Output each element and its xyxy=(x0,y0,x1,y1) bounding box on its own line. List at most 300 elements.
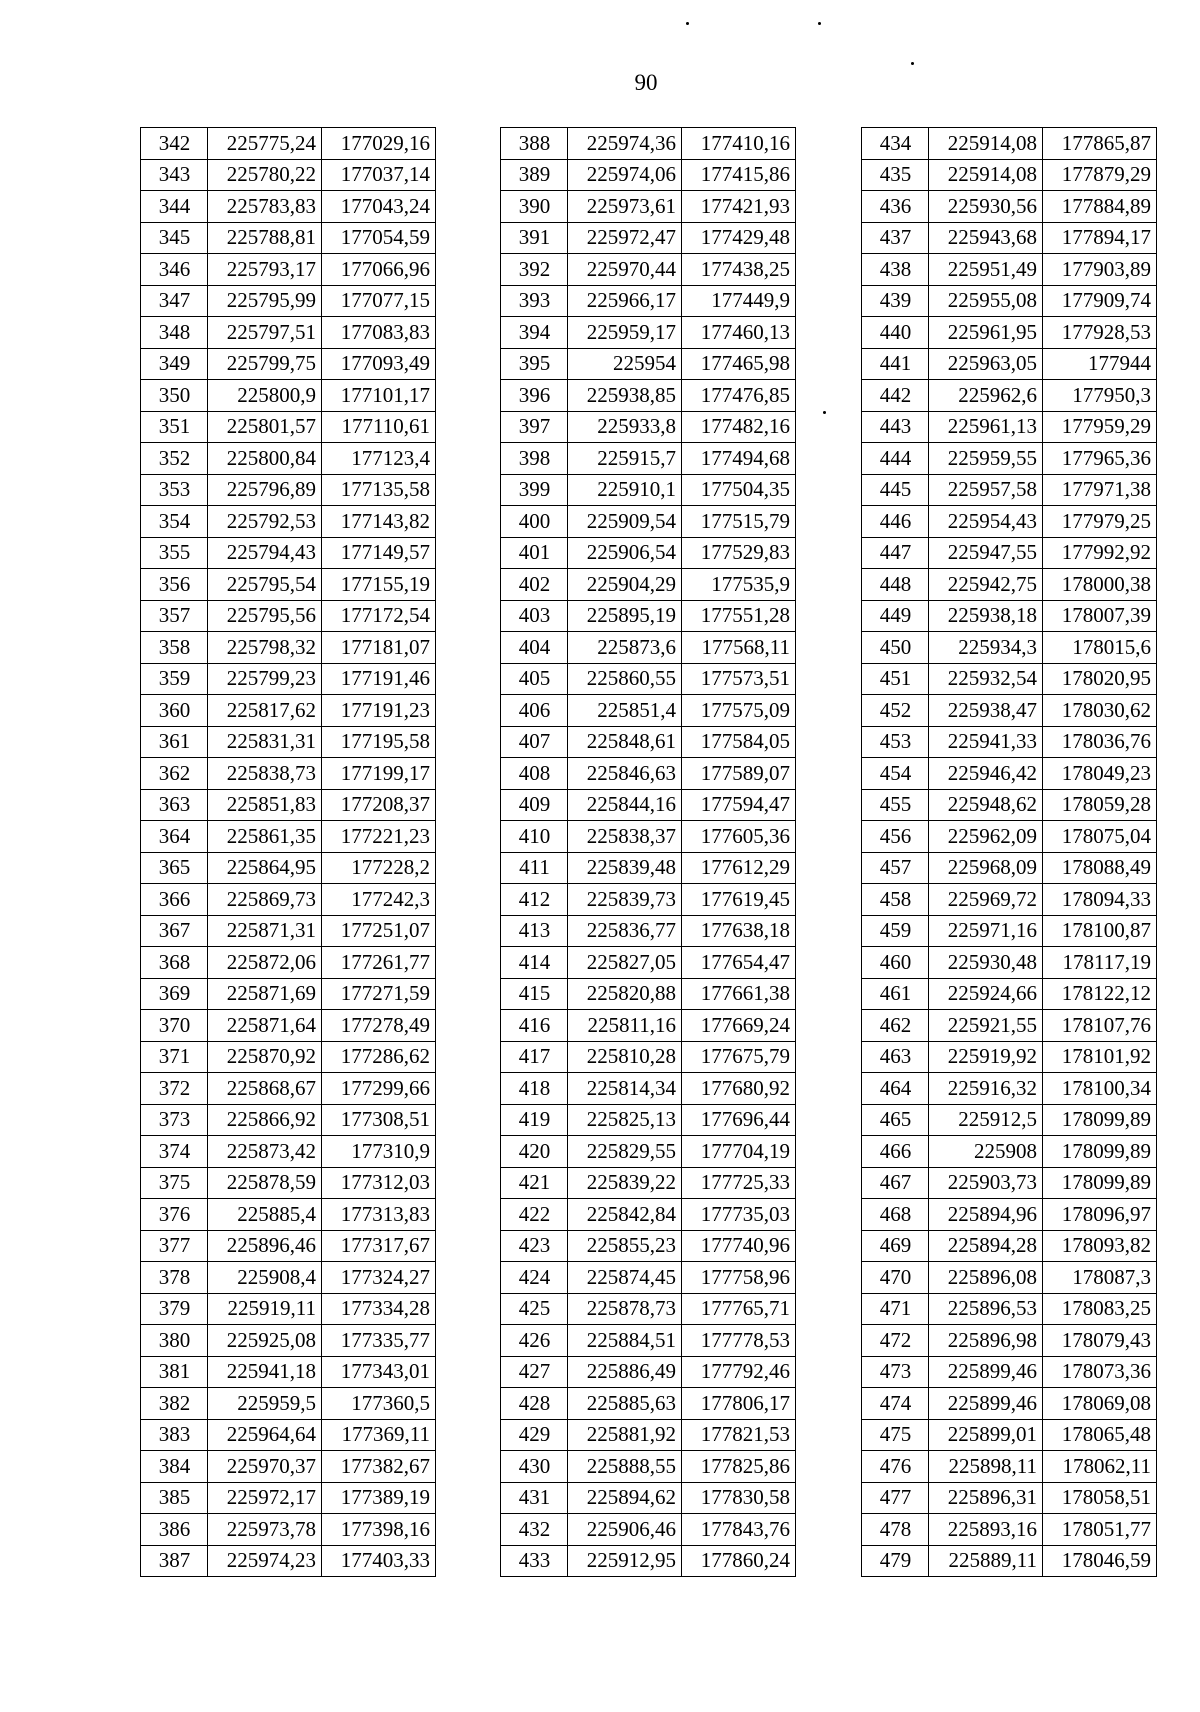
x-coordinate-cell: 225947,55 xyxy=(929,537,1043,569)
y-coordinate-cell: 177740,96 xyxy=(682,1230,796,1262)
x-coordinate-cell: 225851,4 xyxy=(568,695,682,727)
point-number-cell: 363 xyxy=(141,789,208,821)
point-number-cell: 366 xyxy=(141,884,208,916)
y-coordinate-cell: 177825,86 xyxy=(682,1451,796,1483)
table-row xyxy=(862,789,1157,821)
point-number-cell: 453 xyxy=(862,726,929,758)
y-coordinate-cell: 177612,29 xyxy=(682,852,796,884)
x-coordinate-cell: 225959,55 xyxy=(929,443,1043,475)
scan-speck xyxy=(818,22,821,25)
point-number-cell: 459 xyxy=(862,915,929,947)
point-number-cell: 432 xyxy=(501,1514,568,1546)
y-coordinate-cell: 177860,24 xyxy=(682,1545,796,1577)
point-number-cell: 406 xyxy=(501,695,568,727)
y-coordinate-cell: 178059,28 xyxy=(1043,789,1157,821)
point-number-cell: 384 xyxy=(141,1451,208,1483)
x-coordinate-cell: 225780,22 xyxy=(208,159,322,191)
y-coordinate-cell: 177589,07 xyxy=(682,758,796,790)
y-coordinate-cell: 177181,07 xyxy=(322,632,436,664)
y-coordinate-cell: 178093,82 xyxy=(1043,1230,1157,1262)
point-number-cell: 414 xyxy=(501,947,568,979)
y-coordinate-cell: 178083,25 xyxy=(1043,1293,1157,1325)
x-coordinate-cell: 225914,08 xyxy=(929,128,1043,160)
x-coordinate-cell: 225838,37 xyxy=(568,821,682,853)
y-coordinate-cell: 177654,47 xyxy=(682,947,796,979)
x-coordinate-cell: 225839,22 xyxy=(568,1167,682,1199)
table-row xyxy=(862,821,1157,853)
x-coordinate-cell: 225909,54 xyxy=(568,506,682,538)
x-coordinate-cell: 225961,95 xyxy=(929,317,1043,349)
y-coordinate-cell: 177286,62 xyxy=(322,1041,436,1073)
y-coordinate-cell: 177123,4 xyxy=(322,443,436,475)
table-row xyxy=(862,726,1157,758)
x-coordinate-cell: 225878,73 xyxy=(568,1293,682,1325)
x-coordinate-cell: 225954,43 xyxy=(929,506,1043,538)
table-row xyxy=(501,1199,796,1231)
table-row xyxy=(141,317,436,349)
x-coordinate-cell: 225921,55 xyxy=(929,1010,1043,1042)
y-coordinate-cell: 177382,67 xyxy=(322,1451,436,1483)
y-coordinate-cell: 177343,01 xyxy=(322,1356,436,1388)
point-number-cell: 398 xyxy=(501,443,568,475)
x-coordinate-cell: 225855,23 xyxy=(568,1230,682,1262)
table-row xyxy=(141,1199,436,1231)
x-coordinate-cell: 225811,16 xyxy=(568,1010,682,1042)
y-coordinate-cell: 177410,16 xyxy=(682,128,796,160)
y-coordinate-cell: 178100,87 xyxy=(1043,915,1157,947)
table-row xyxy=(141,537,436,569)
table-row xyxy=(501,663,796,695)
y-coordinate-cell: 177735,03 xyxy=(682,1199,796,1231)
table-row xyxy=(141,978,436,1010)
point-number-cell: 357 xyxy=(141,600,208,632)
point-number-cell: 433 xyxy=(501,1545,568,1577)
x-coordinate-cell: 225825,13 xyxy=(568,1104,682,1136)
y-coordinate-cell: 177894,17 xyxy=(1043,222,1157,254)
x-coordinate-cell: 225874,45 xyxy=(568,1262,682,1294)
x-coordinate-cell: 225869,73 xyxy=(208,884,322,916)
table-row xyxy=(862,1230,1157,1262)
y-coordinate-cell: 177221,23 xyxy=(322,821,436,853)
point-number-cell: 422 xyxy=(501,1199,568,1231)
y-coordinate-cell: 178030,62 xyxy=(1043,695,1157,727)
y-coordinate-cell: 178101,92 xyxy=(1043,1041,1157,1073)
point-number-cell: 443 xyxy=(862,411,929,443)
point-number-cell: 448 xyxy=(862,569,929,601)
x-coordinate-cell: 225827,05 xyxy=(568,947,682,979)
x-coordinate-cell: 225932,54 xyxy=(929,663,1043,695)
point-number-cell: 434 xyxy=(862,128,929,160)
x-coordinate-cell: 225894,96 xyxy=(929,1199,1043,1231)
x-coordinate-cell: 225894,28 xyxy=(929,1230,1043,1262)
x-coordinate-cell: 225896,98 xyxy=(929,1325,1043,1357)
x-coordinate-cell: 225783,83 xyxy=(208,191,322,223)
x-coordinate-cell: 225888,55 xyxy=(568,1451,682,1483)
x-coordinate-cell: 225899,46 xyxy=(929,1356,1043,1388)
table-row xyxy=(141,1482,436,1514)
x-coordinate-cell: 225866,92 xyxy=(208,1104,322,1136)
table-row xyxy=(862,254,1157,286)
point-number-cell: 454 xyxy=(862,758,929,790)
y-coordinate-cell: 177398,16 xyxy=(322,1514,436,1546)
table-row xyxy=(501,1325,796,1357)
table-row xyxy=(862,1482,1157,1514)
x-coordinate-cell: 225948,62 xyxy=(929,789,1043,821)
point-number-cell: 392 xyxy=(501,254,568,286)
point-number-cell: 374 xyxy=(141,1136,208,1168)
y-coordinate-cell: 177415,86 xyxy=(682,159,796,191)
table-row xyxy=(862,852,1157,884)
y-coordinate-cell: 177335,77 xyxy=(322,1325,436,1357)
point-number-cell: 358 xyxy=(141,632,208,664)
table-row xyxy=(862,915,1157,947)
table-row xyxy=(501,191,796,223)
y-coordinate-cell: 177228,2 xyxy=(322,852,436,884)
point-number-cell: 352 xyxy=(141,443,208,475)
table-row xyxy=(141,474,436,506)
x-coordinate-cell: 225796,89 xyxy=(208,474,322,506)
point-number-cell: 407 xyxy=(501,726,568,758)
y-coordinate-cell: 177271,59 xyxy=(322,978,436,1010)
table-row xyxy=(141,222,436,254)
table-row xyxy=(501,1136,796,1168)
table-row xyxy=(501,947,796,979)
table-row xyxy=(501,1041,796,1073)
point-number-cell: 385 xyxy=(141,1482,208,1514)
point-number-cell: 356 xyxy=(141,569,208,601)
table-row xyxy=(501,254,796,286)
table-row xyxy=(501,726,796,758)
y-coordinate-cell: 177903,89 xyxy=(1043,254,1157,286)
y-coordinate-cell: 177312,03 xyxy=(322,1167,436,1199)
table-row xyxy=(141,1388,436,1420)
x-coordinate-cell: 225795,99 xyxy=(208,285,322,317)
coordinates-table-2 xyxy=(500,127,796,1577)
y-coordinate-cell: 178100,34 xyxy=(1043,1073,1157,1105)
x-coordinate-cell: 225885,4 xyxy=(208,1199,322,1231)
table-row xyxy=(141,1293,436,1325)
point-number-cell: 382 xyxy=(141,1388,208,1420)
point-number-cell: 467 xyxy=(862,1167,929,1199)
y-coordinate-cell: 177959,29 xyxy=(1043,411,1157,443)
x-coordinate-cell: 225904,29 xyxy=(568,569,682,601)
table-row xyxy=(862,663,1157,695)
y-coordinate-cell: 178036,76 xyxy=(1043,726,1157,758)
y-coordinate-cell: 178099,89 xyxy=(1043,1104,1157,1136)
point-number-cell: 372 xyxy=(141,1073,208,1105)
x-coordinate-cell: 225930,48 xyxy=(929,947,1043,979)
table-row xyxy=(501,1419,796,1451)
point-number-cell: 440 xyxy=(862,317,929,349)
point-number-cell: 390 xyxy=(501,191,568,223)
point-number-cell: 419 xyxy=(501,1104,568,1136)
table-row xyxy=(501,1262,796,1294)
point-number-cell: 423 xyxy=(501,1230,568,1262)
point-number-cell: 472 xyxy=(862,1325,929,1357)
point-number-cell: 470 xyxy=(862,1262,929,1294)
table-row xyxy=(501,884,796,916)
point-number-cell: 478 xyxy=(862,1514,929,1546)
table-row xyxy=(862,569,1157,601)
point-number-cell: 344 xyxy=(141,191,208,223)
point-number-cell: 362 xyxy=(141,758,208,790)
y-coordinate-cell: 177843,76 xyxy=(682,1514,796,1546)
table-row xyxy=(862,128,1157,160)
y-coordinate-cell: 177792,46 xyxy=(682,1356,796,1388)
y-coordinate-cell: 178073,36 xyxy=(1043,1356,1157,1388)
x-coordinate-cell: 225799,75 xyxy=(208,348,322,380)
y-coordinate-cell: 177149,57 xyxy=(322,537,436,569)
table-row xyxy=(501,1073,796,1105)
point-number-cell: 388 xyxy=(501,128,568,160)
y-coordinate-cell: 177460,13 xyxy=(682,317,796,349)
y-coordinate-cell: 177806,17 xyxy=(682,1388,796,1420)
y-coordinate-cell: 177879,29 xyxy=(1043,159,1157,191)
y-coordinate-cell: 177605,36 xyxy=(682,821,796,853)
y-coordinate-cell: 177261,77 xyxy=(322,947,436,979)
y-coordinate-cell: 178015,6 xyxy=(1043,632,1157,664)
table-row xyxy=(862,1514,1157,1546)
table-row xyxy=(501,695,796,727)
point-number-cell: 458 xyxy=(862,884,929,916)
x-coordinate-cell: 225916,32 xyxy=(929,1073,1043,1105)
y-coordinate-cell: 177077,15 xyxy=(322,285,436,317)
y-coordinate-cell: 177135,58 xyxy=(322,474,436,506)
table-row xyxy=(141,285,436,317)
point-number-cell: 403 xyxy=(501,600,568,632)
x-coordinate-cell: 225972,17 xyxy=(208,1482,322,1514)
y-coordinate-cell: 177584,05 xyxy=(682,726,796,758)
y-coordinate-cell: 177944 xyxy=(1043,348,1157,380)
point-number-cell: 399 xyxy=(501,474,568,506)
point-number-cell: 474 xyxy=(862,1388,929,1420)
point-number-cell: 428 xyxy=(501,1388,568,1420)
point-number-cell: 379 xyxy=(141,1293,208,1325)
point-number-cell: 387 xyxy=(141,1545,208,1577)
point-number-cell: 466 xyxy=(862,1136,929,1168)
table-row xyxy=(862,1293,1157,1325)
table-row xyxy=(141,852,436,884)
x-coordinate-cell: 225925,08 xyxy=(208,1325,322,1357)
table-row xyxy=(862,159,1157,191)
point-number-cell: 425 xyxy=(501,1293,568,1325)
point-number-cell: 477 xyxy=(862,1482,929,1514)
table-row xyxy=(501,852,796,884)
point-number-cell: 427 xyxy=(501,1356,568,1388)
y-coordinate-cell: 177535,9 xyxy=(682,569,796,601)
point-number-cell: 381 xyxy=(141,1356,208,1388)
point-number-cell: 455 xyxy=(862,789,929,821)
point-number-cell: 462 xyxy=(862,1010,929,1042)
table-row xyxy=(141,821,436,853)
table-row xyxy=(501,600,796,632)
y-coordinate-cell: 178099,89 xyxy=(1043,1136,1157,1168)
x-coordinate-cell: 225924,66 xyxy=(929,978,1043,1010)
table-row xyxy=(501,978,796,1010)
y-coordinate-cell: 177360,5 xyxy=(322,1388,436,1420)
y-coordinate-cell: 177696,44 xyxy=(682,1104,796,1136)
page-number: 90 xyxy=(634,70,658,95)
x-coordinate-cell: 225919,11 xyxy=(208,1293,322,1325)
y-coordinate-cell: 178087,3 xyxy=(1043,1262,1157,1294)
point-number-cell: 397 xyxy=(501,411,568,443)
point-number-cell: 438 xyxy=(862,254,929,286)
x-coordinate-cell: 225899,46 xyxy=(929,1388,1043,1420)
point-number-cell: 461 xyxy=(862,978,929,1010)
x-coordinate-cell: 225930,56 xyxy=(929,191,1043,223)
x-coordinate-cell: 225801,57 xyxy=(208,411,322,443)
x-coordinate-cell: 225798,32 xyxy=(208,632,322,664)
x-coordinate-cell: 225873,6 xyxy=(568,632,682,664)
table-row xyxy=(862,600,1157,632)
x-coordinate-cell: 225839,48 xyxy=(568,852,682,884)
y-coordinate-cell: 177438,25 xyxy=(682,254,796,286)
point-number-cell: 460 xyxy=(862,947,929,979)
x-coordinate-cell: 225814,34 xyxy=(568,1073,682,1105)
y-coordinate-cell: 177725,33 xyxy=(682,1167,796,1199)
table-row xyxy=(862,380,1157,412)
table-row xyxy=(141,411,436,443)
y-coordinate-cell: 177476,85 xyxy=(682,380,796,412)
y-coordinate-cell: 177429,48 xyxy=(682,222,796,254)
point-number-cell: 444 xyxy=(862,443,929,475)
point-number-cell: 383 xyxy=(141,1419,208,1451)
y-coordinate-cell: 177242,3 xyxy=(322,884,436,916)
x-coordinate-cell: 225933,8 xyxy=(568,411,682,443)
table-row xyxy=(501,506,796,538)
table-row xyxy=(141,1136,436,1168)
point-number-cell: 430 xyxy=(501,1451,568,1483)
table-row xyxy=(501,474,796,506)
x-coordinate-cell: 225831,31 xyxy=(208,726,322,758)
x-coordinate-cell: 225829,55 xyxy=(568,1136,682,1168)
table-row xyxy=(141,695,436,727)
x-coordinate-cell: 225971,16 xyxy=(929,915,1043,947)
x-coordinate-cell: 225898,11 xyxy=(929,1451,1043,1483)
y-coordinate-cell: 178058,51 xyxy=(1043,1482,1157,1514)
x-coordinate-cell: 225970,44 xyxy=(568,254,682,286)
x-coordinate-cell: 225896,31 xyxy=(929,1482,1043,1514)
y-coordinate-cell: 177619,45 xyxy=(682,884,796,916)
y-coordinate-cell: 177251,07 xyxy=(322,915,436,947)
y-coordinate-cell: 177494,68 xyxy=(682,443,796,475)
point-number-cell: 450 xyxy=(862,632,929,664)
y-coordinate-cell: 177313,83 xyxy=(322,1199,436,1231)
x-coordinate-cell: 225912,5 xyxy=(929,1104,1043,1136)
x-coordinate-cell: 225899,01 xyxy=(929,1419,1043,1451)
y-coordinate-cell: 178051,77 xyxy=(1043,1514,1157,1546)
table-row xyxy=(862,1010,1157,1042)
table-row xyxy=(141,1104,436,1136)
y-coordinate-cell: 177037,14 xyxy=(322,159,436,191)
y-coordinate-cell: 177704,19 xyxy=(682,1136,796,1168)
point-number-cell: 471 xyxy=(862,1293,929,1325)
x-coordinate-cell: 225912,95 xyxy=(568,1545,682,1577)
y-coordinate-cell: 178079,43 xyxy=(1043,1325,1157,1357)
table-row xyxy=(501,1451,796,1483)
point-number-cell: 405 xyxy=(501,663,568,695)
table-row xyxy=(141,726,436,758)
x-coordinate-cell: 225915,7 xyxy=(568,443,682,475)
y-coordinate-cell: 177594,47 xyxy=(682,789,796,821)
point-number-cell: 464 xyxy=(862,1073,929,1105)
x-coordinate-cell: 225906,46 xyxy=(568,1514,682,1546)
y-coordinate-cell: 177101,17 xyxy=(322,380,436,412)
x-coordinate-cell: 225788,81 xyxy=(208,222,322,254)
point-number-cell: 416 xyxy=(501,1010,568,1042)
table-row xyxy=(501,1293,796,1325)
x-coordinate-cell: 225973,61 xyxy=(568,191,682,223)
table-row xyxy=(501,789,796,821)
table-row xyxy=(141,506,436,538)
y-coordinate-cell: 177317,67 xyxy=(322,1230,436,1262)
y-coordinate-cell: 178007,39 xyxy=(1043,600,1157,632)
y-coordinate-cell: 177950,3 xyxy=(1043,380,1157,412)
point-number-cell: 420 xyxy=(501,1136,568,1168)
point-number-cell: 410 xyxy=(501,821,568,853)
y-coordinate-cell: 177172,54 xyxy=(322,600,436,632)
x-coordinate-cell: 225870,92 xyxy=(208,1041,322,1073)
table-row xyxy=(862,1073,1157,1105)
point-number-cell: 435 xyxy=(862,159,929,191)
point-number-cell: 412 xyxy=(501,884,568,916)
point-number-cell: 378 xyxy=(141,1262,208,1294)
y-coordinate-cell: 177821,53 xyxy=(682,1419,796,1451)
x-coordinate-cell: 225795,54 xyxy=(208,569,322,601)
point-number-cell: 451 xyxy=(862,663,929,695)
table-row xyxy=(501,569,796,601)
table-row xyxy=(501,821,796,853)
y-coordinate-cell: 177765,71 xyxy=(682,1293,796,1325)
point-number-cell: 413 xyxy=(501,915,568,947)
y-coordinate-cell: 177199,17 xyxy=(322,758,436,790)
point-number-cell: 373 xyxy=(141,1104,208,1136)
y-coordinate-cell: 178122,12 xyxy=(1043,978,1157,1010)
x-coordinate-cell: 225957,58 xyxy=(929,474,1043,506)
x-coordinate-cell: 225846,63 xyxy=(568,758,682,790)
table-row xyxy=(501,348,796,380)
table-row xyxy=(501,443,796,475)
point-number-cell: 447 xyxy=(862,537,929,569)
y-coordinate-cell: 177310,9 xyxy=(322,1136,436,1168)
y-coordinate-cell: 178000,38 xyxy=(1043,569,1157,601)
y-coordinate-cell: 177482,16 xyxy=(682,411,796,443)
point-number-cell: 473 xyxy=(862,1356,929,1388)
table-row xyxy=(862,1262,1157,1294)
table-row xyxy=(501,285,796,317)
y-coordinate-cell: 177334,28 xyxy=(322,1293,436,1325)
table-row xyxy=(862,758,1157,790)
x-coordinate-cell: 225851,83 xyxy=(208,789,322,821)
point-number-cell: 442 xyxy=(862,380,929,412)
x-coordinate-cell: 225838,73 xyxy=(208,758,322,790)
x-coordinate-cell: 225955,08 xyxy=(929,285,1043,317)
table-row xyxy=(141,1073,436,1105)
table-row xyxy=(141,1356,436,1388)
y-coordinate-cell: 177110,61 xyxy=(322,411,436,443)
point-number-cell: 449 xyxy=(862,600,929,632)
point-number-cell: 401 xyxy=(501,537,568,569)
x-coordinate-cell: 225961,13 xyxy=(929,411,1043,443)
point-number-cell: 343 xyxy=(141,159,208,191)
table-row xyxy=(141,1514,436,1546)
point-number-cell: 402 xyxy=(501,569,568,601)
x-coordinate-cell: 225906,54 xyxy=(568,537,682,569)
x-coordinate-cell: 225946,42 xyxy=(929,758,1043,790)
point-number-cell: 411 xyxy=(501,852,568,884)
x-coordinate-cell: 225817,62 xyxy=(208,695,322,727)
table-row xyxy=(862,222,1157,254)
